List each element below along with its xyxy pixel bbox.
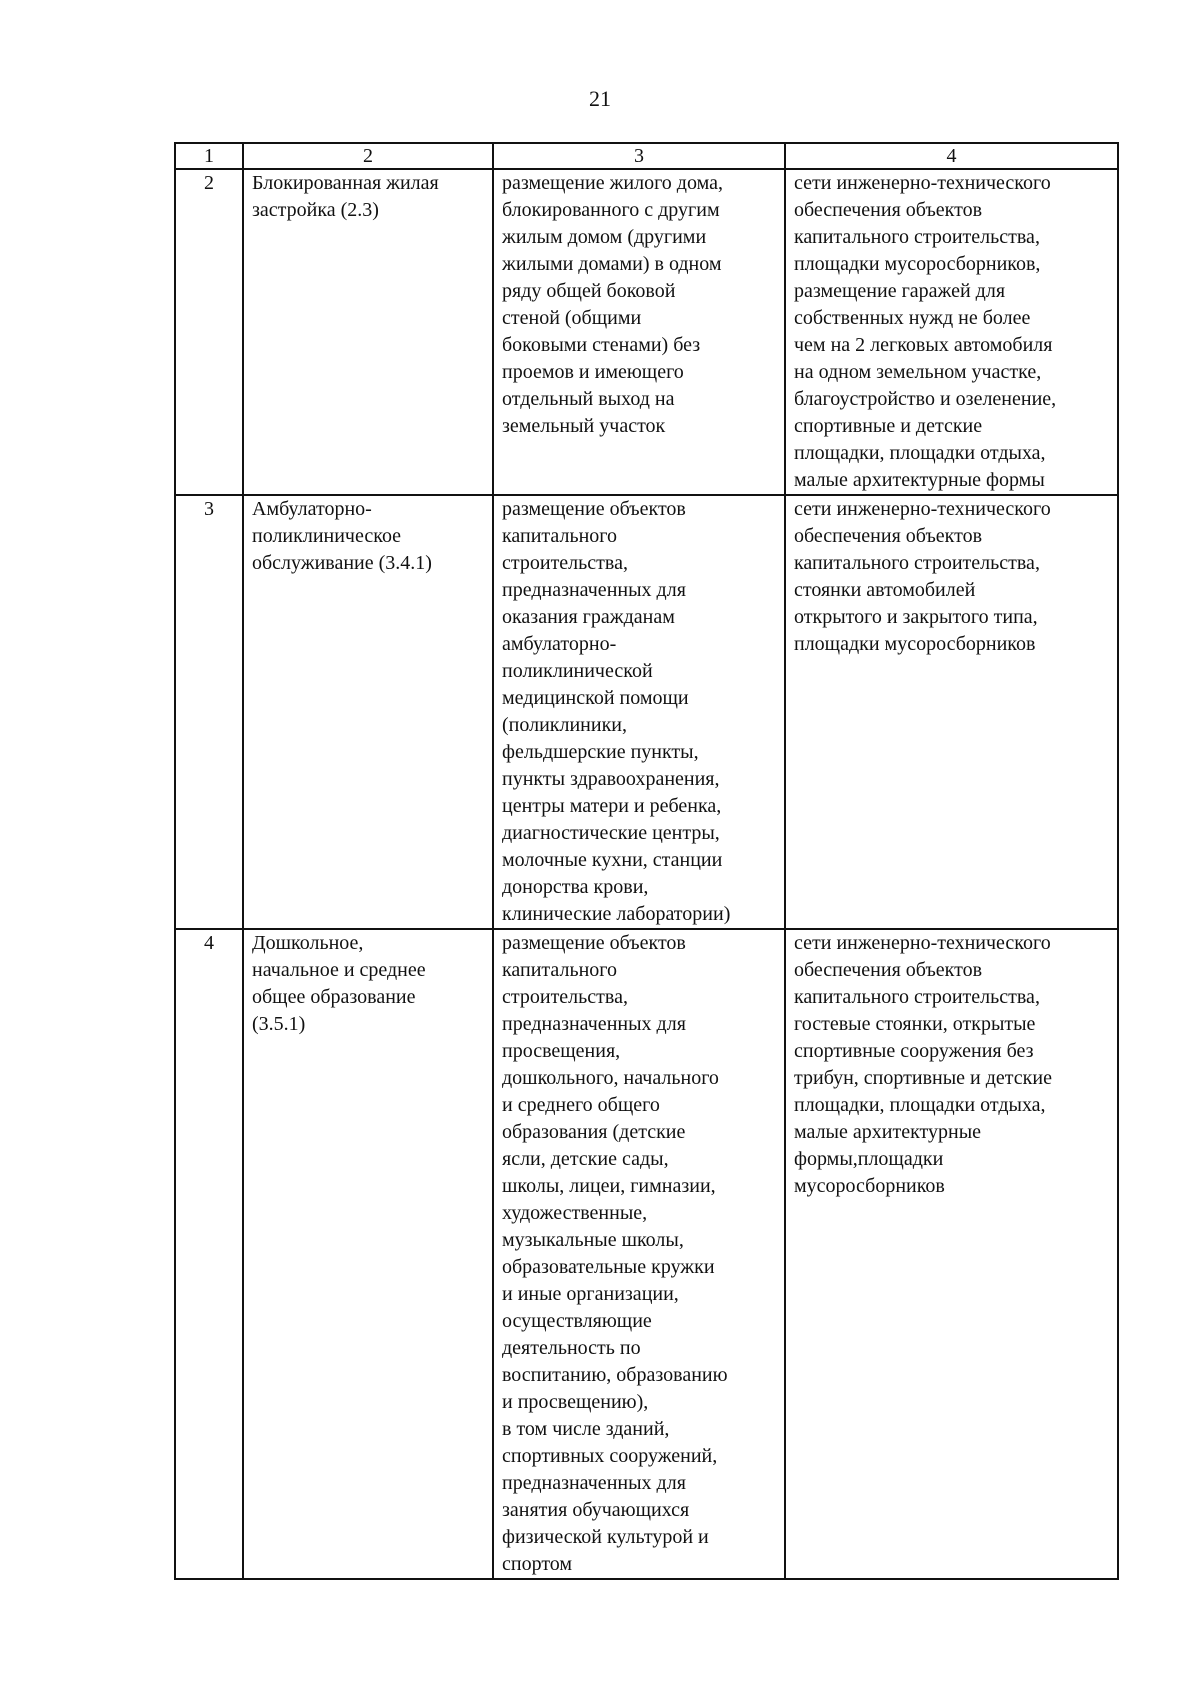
column-header-4: 4 <box>785 143 1118 169</box>
row-number: 2 <box>175 169 243 495</box>
table-row <box>175 929 1118 1579</box>
row-number: 4 <box>175 929 243 1579</box>
column-header-1: 1 <box>175 143 243 169</box>
use-type-name: Амбулаторно- поликлиническое обслуживание (3.4.1) <box>243 495 493 929</box>
page-number: 21 <box>589 86 611 111</box>
land-use-table <box>174 142 1119 1580</box>
auxiliary-uses: сети инженерно-технического обеспечения объектов капитального строительства, гостевые стоянки, открытые спортивные сооружения без трибун, спортивные и детские площадки, площадки отдыха, малые архитектурные формы,площадки мусоросборников <box>785 929 1118 1579</box>
auxiliary-uses: сети инженерно-технического обеспечения объектов капитального строительства, стоянки автомобилей открытого и закрытого типа, площадки мусоросборников <box>785 495 1118 929</box>
auxiliary-uses: сети инженерно-технического обеспечения объектов капитального строительства, площадки мусоросборников, размещение гаражей для собственных нужд не более чем на 2 легковых автомобиля на одном земельном участке, благоустройство и озеленение, спортивные и детские площадки, площадки отдыха, малые архитектурные формы <box>785 169 1118 495</box>
table-header-row <box>175 143 1118 169</box>
table-row <box>175 495 1118 929</box>
use-type-description: размещение объектов капитального строительства, предназначенных для оказания гражданам амбулаторно- поликлинической медицинской помощи (поликлиники, фельдшерские пункты, пункты здравоохранения, центры матери и ребенка, диагностические центры, молочные кухни, станции донорства крови, клинические лаборатории) <box>493 495 785 929</box>
row-number: 3 <box>175 495 243 929</box>
use-type-description: размещение объектов капитального строительства, предназначенных для просвещения, дошкольного, начального и среднего общего образования (детские ясли, детские сады, школы, лицеи, гимназии, художественные, музыкальные школы, образовательные кружки и иные организации, осуществляющие деятельность по воспитанию, образованию и просвещению), в том числе зданий, спортивных сооружений, предназначенных для занятия обучающихся физической культурой и спортом <box>493 929 785 1579</box>
use-type-name: Блокированная жилая застройка (2.3) <box>243 169 493 495</box>
column-header-2: 2 <box>243 143 493 169</box>
table-row <box>175 169 1118 495</box>
column-header-3: 3 <box>493 143 785 169</box>
use-type-name: Дошкольное, начальное и среднее общее образование (3.5.1) <box>243 929 493 1579</box>
use-type-description: размещение жилого дома, блокированного с другим жилым домом (другими жилыми домами) в одном ряду общей боковой стеной (общими боковыми стенами) без проемов и имеющего отдельный выход на земельный участок <box>493 169 785 495</box>
